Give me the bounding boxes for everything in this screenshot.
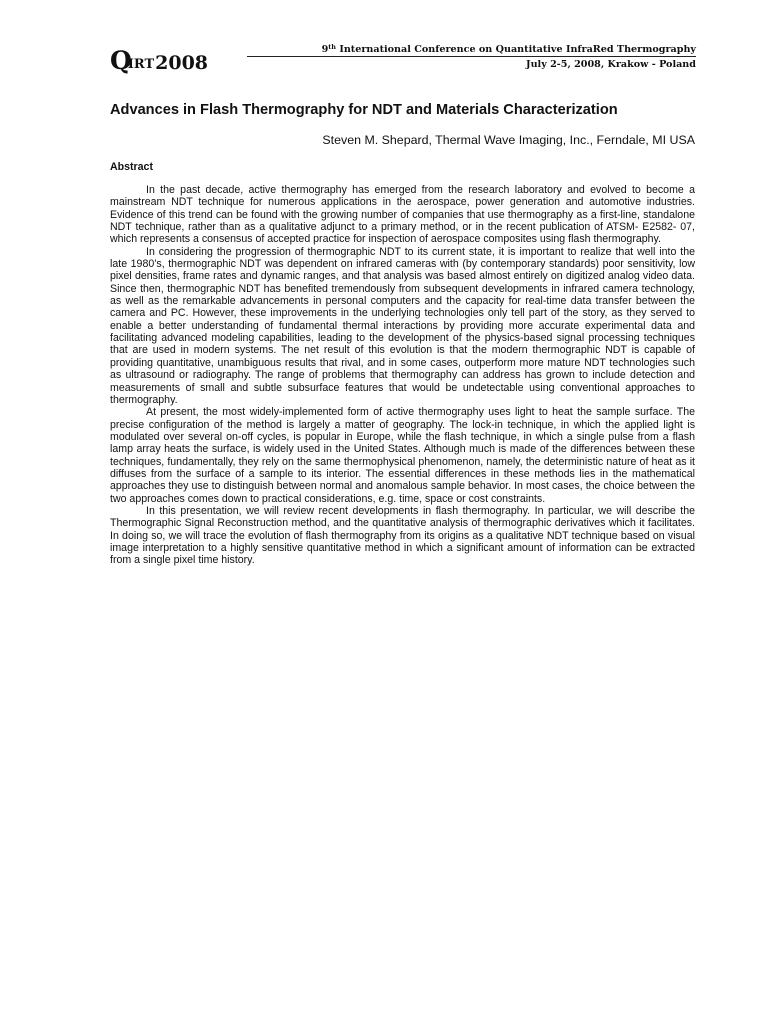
conference-ordinal: 9 [321, 44, 329, 55]
abstract-paragraph: At present, the most widely-implemented form of active thermography uses light to heat the sample surface. The precise configuration of the method is largely a matter of geography. The lock-in technique, in which the applied light is modulated over several on-off cycles, is popular in Europe, while the flash technique, in which a single pulse from a flash lamp array heats the surface, is widely used in the United States. Although much is made of the differences between these techniques, fundamentally, they rely on the same thermophysical phenomenon, namely, the deterministic nature of heat as it diffuses from the surface of a sample to its interior. The essential differences in these methods lies in the mathematical approaches they use to distinguish between normal and anomalous sample behavior. In most cases, the choice between the two approaches comes down to practical considerations, e.g. time, space or cost constraints. [110, 406, 695, 505]
article-title: Advances in Flash Thermography for NDT and Materials Characterization [110, 102, 618, 118]
abstract-paragraph: In this presentation, we will review recent developments in flash thermography. In particular, we will describe the Thermographic Signal Reconstruction method, and the quantitative analysis of thermographic derivatives which it facilitates. In doing so, we will trace the evolution of flash thermography from its origins as a qualitative NDT technique based on visual image interpretation to a highly sensitive quantitative method in which a significant amount of information can be extracted from a single pixel time history. [110, 504, 695, 567]
qirt2008-logo [110, 46, 208, 75]
conference-title: International Conference on Quantitative InfraRed Thermography [336, 44, 696, 55]
conference-ordinal-suffix: th [328, 43, 336, 51]
conference-name [322, 44, 696, 55]
logo-year: 2008 [155, 52, 209, 74]
abstract-heading: Abstract [110, 161, 153, 173]
conference-dates-location: July 2-5, 2008, Krakow - Poland [526, 59, 696, 70]
logo-q: Q [110, 46, 131, 75]
header-divider [247, 56, 696, 57]
abstract-paragraph: In considering the progression of thermographic NDT to its current state, it is important to realize that well into the late 1980’s, thermographic NDT was dependent on infrared cameras with (by contemporary standards) poor sensitivity, low pixel densities, frame rates and dynamic ranges, and that analysis was based almost entirely on digitized analog video data. Since then, thermographic NDT has benefited tremendously from subsequent developments in infrared camera technology, as well as the remarkable advancements in personal computers and the capacity for real-time data transfer between the camera and PC. However, these improvements in the underlying technologies only tell part of the story, as they served to enable a better understanding of fundamental thermal interactions by providing more accurate experimental data and facilitating advanced modeling capabilities, leading to the development of the physics-based signal processing techniques that are used in modern systems. The net result of this evolution is that the modern thermographic NDT is capable of providing quantitative, unambiguous results that rival, and in some cases, outperform more mature NDT technologies such as ultrasound or radiography. The range of problems that thermography can address has grown to include detection and measurements of small and subtle subsurface features that would be undetectable using conventional approaches to thermography. [110, 245, 695, 406]
page-header [110, 40, 696, 80]
logo-irt: IRT [127, 57, 155, 72]
article-author: Steven M. Shepard, Thermal Wave Imaging, Inc., Ferndale, MI USA [322, 133, 695, 147]
abstract-body [110, 184, 695, 567]
abstract-paragraph: In the past decade, active thermography has emerged from the research laboratory and evolved to become a mainstream NDT technique for numerous applications in the aerospace, power generation and automotive industries. Evidence of this trend can be found with the growing number of companies that use thermography as a first-line, standalone NDT technique, rather than as a qualitative adjunct to a primary method, or in the recent publication of ATSM- E2582- 07, which represents a consensus of accepted practice for inspection of aerospace composites using flash thermography. [110, 184, 695, 246]
